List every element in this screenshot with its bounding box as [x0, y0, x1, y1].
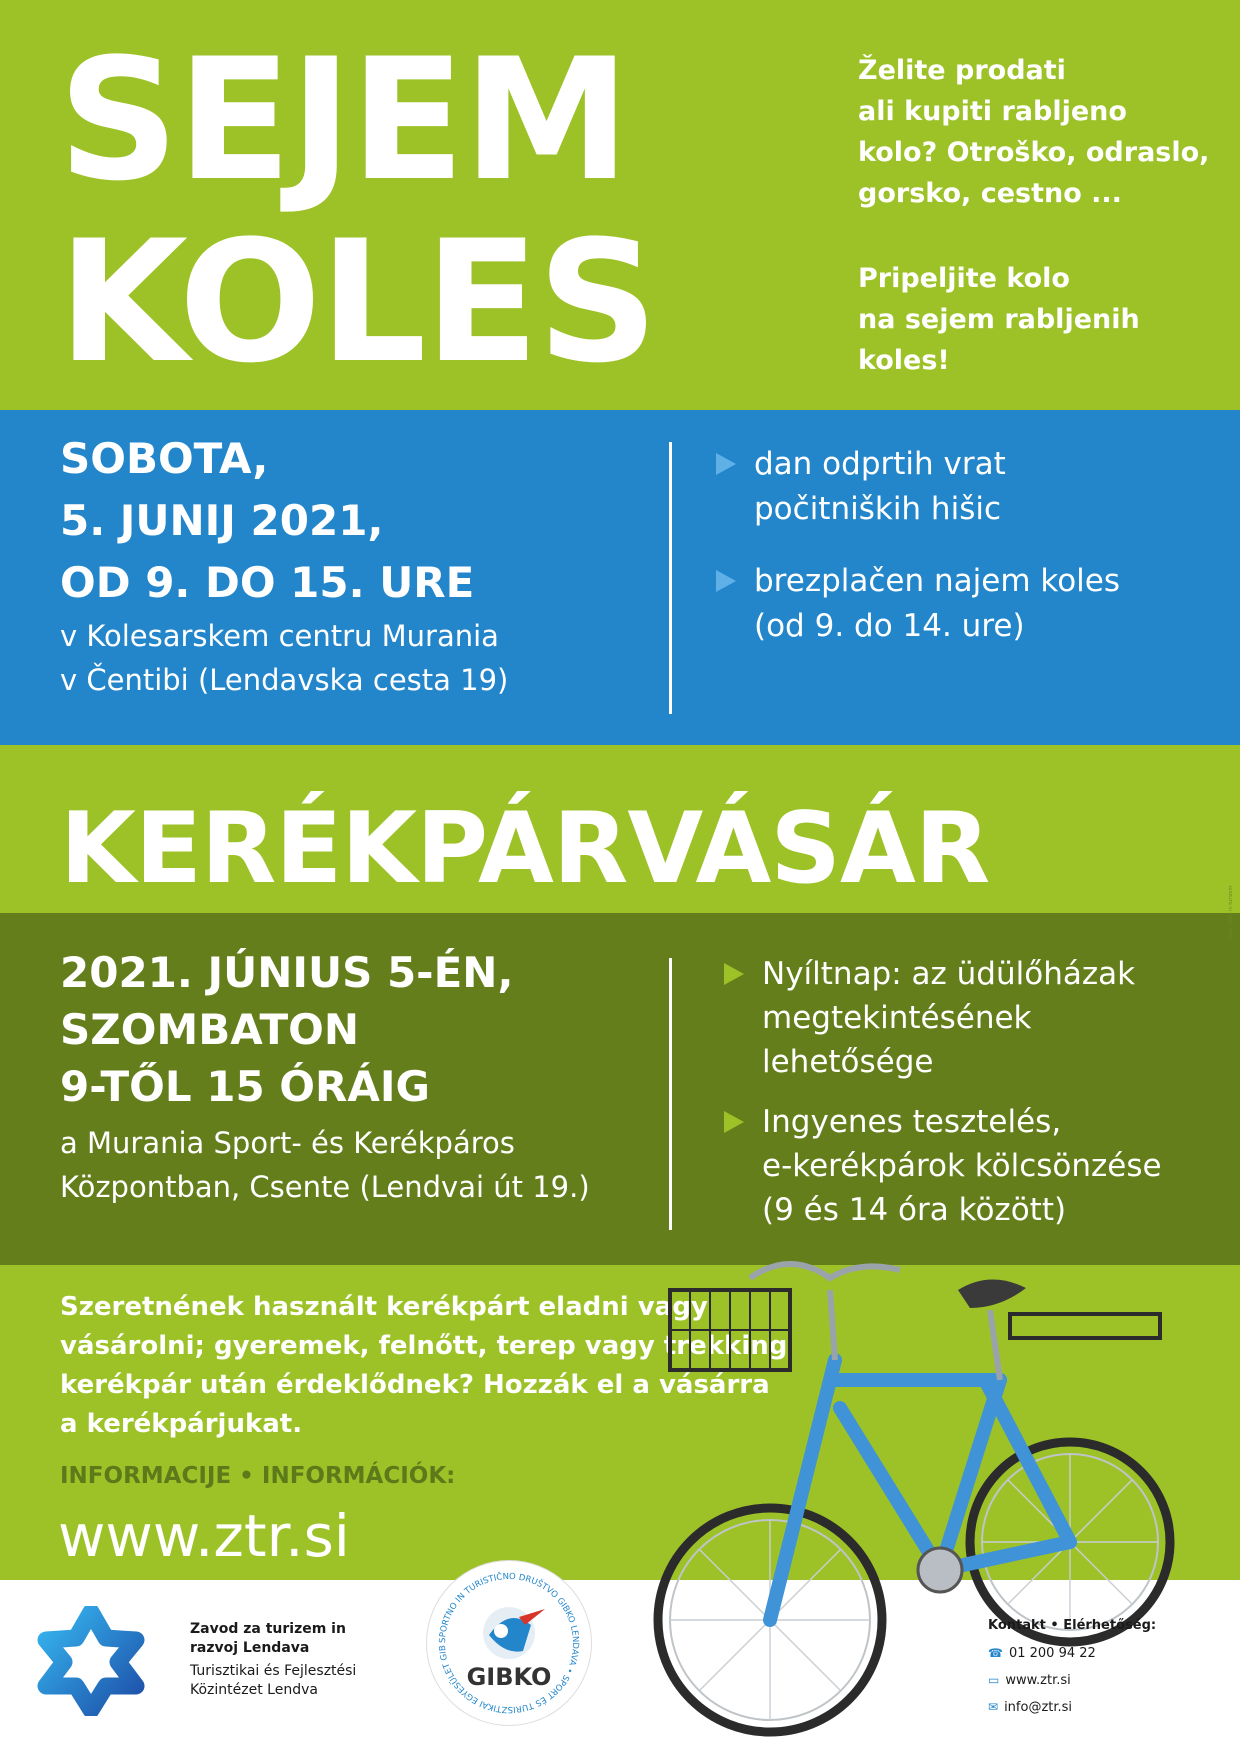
paragraph-line: kerékpár után érdeklődnek? Hozzák el a vásárra	[60, 1370, 770, 1400]
contact-phone	[988, 1640, 1096, 1667]
triangle-bullet-icon	[724, 1111, 744, 1133]
triangle-bullet-icon	[716, 453, 736, 475]
title-kerekparvasar: KERÉKPÁRVÁSÁR	[60, 792, 990, 906]
location-line: Központban, Csente (Lendvai út 19.)	[60, 1170, 590, 1204]
intro-line: gorsko, cestno ...	[858, 178, 1122, 209]
date-line: 2021. JÚNIUS 5-ÉN,	[60, 948, 514, 997]
bullet-item	[724, 952, 1162, 1084]
date-line: SOBOTA,	[60, 434, 269, 483]
bullet-line: Nyíltnap: az üdülőházak	[762, 956, 1136, 992]
paragraph-line: Szeretnének használt kerékpárt eladni vagy	[60, 1292, 708, 1322]
gibko-text: GIBKO	[466, 1663, 552, 1691]
org-line: Turisztikai és Fejlesztési	[190, 1663, 357, 1679]
computer-icon: ▭	[988, 1673, 1000, 1687]
bullet-line: počitniških hišic	[754, 491, 1002, 527]
divider-line	[669, 958, 672, 1230]
title-sejem: SEJEM	[58, 22, 629, 218]
bullet-item	[716, 442, 1120, 532]
slovene-date	[60, 428, 508, 702]
intro-line: na sejem rabljenih	[858, 304, 1140, 335]
title-koles: KOLES	[58, 204, 657, 400]
bullet-line: Ingyenes tesztelés,	[762, 1104, 1062, 1140]
intro-line: Želite prodati	[858, 55, 1066, 86]
triangle-bullet-icon	[716, 570, 736, 592]
date-line: 9-TŐL 15 ÓRÁIG	[60, 1062, 430, 1111]
org-name-hu	[190, 1662, 356, 1700]
paragraph-line: a kerékpárjukat.	[60, 1409, 303, 1439]
location-line: v Čentibi (Lendavska cesta 19)	[60, 663, 509, 697]
org-line: razvoj Lendava	[190, 1640, 310, 1656]
bullet-line: (9 és 14 óra között)	[762, 1192, 1067, 1228]
intro-text-1	[858, 50, 1209, 214]
contact-email	[988, 1694, 1072, 1721]
org-line: Közintézet Lendva	[190, 1682, 318, 1698]
bullet-line: dan odprtih vrat	[754, 446, 1006, 482]
org-line: Zavod za turizem in	[190, 1621, 346, 1637]
paragraph-line: vásárolni; gyeremek, felnőtt, terep vagy trekking	[60, 1331, 788, 1361]
bullet-item	[724, 1100, 1162, 1232]
intro-text-2	[858, 258, 1140, 381]
location-line: v Kolesarskem centru Murania	[60, 619, 499, 653]
intro-line: ali kupiti rabljeno	[858, 96, 1127, 127]
bullet-line: lehetősége	[762, 1044, 934, 1080]
triangle-bullet-icon	[724, 963, 744, 985]
intro-line: koles!	[858, 345, 950, 376]
website-link[interactable]: www.ztr.si	[58, 1502, 350, 1570]
bullet-item	[716, 559, 1120, 649]
bullet-line: (od 9. do 14. ure)	[754, 608, 1025, 644]
location-line: a Murania Sport- és Kerékpáros	[60, 1126, 515, 1160]
intro-line: kolo? Otroško, odraslo,	[858, 137, 1210, 168]
contact-title: Kontakt • Elérhetőség:	[988, 1618, 1157, 1633]
hungarian-bullets	[724, 952, 1162, 1232]
bullet-line: megtekintésének	[762, 1000, 1032, 1036]
org-name	[190, 1620, 346, 1658]
phone-text[interactable]: 01 200 94 22	[1008, 1646, 1096, 1661]
bicycle-image	[640, 1230, 1200, 1750]
gibko-emblem	[427, 1561, 591, 1725]
date-line: OD 9. DO 15. URE	[60, 558, 475, 607]
bullet-line: brezplačen najem koles	[754, 563, 1121, 599]
bullet-line: e-kerékpárok kölcsönzése	[762, 1148, 1162, 1184]
email-text[interactable]: info@ztr.si	[1004, 1700, 1073, 1715]
contact-web	[988, 1667, 1071, 1694]
info-label: INFORMACIJE • INFORMÁCIÓK:	[60, 1463, 456, 1489]
web-text[interactable]: www.ztr.si	[1005, 1673, 1071, 1688]
mail-icon: ✉	[988, 1700, 999, 1714]
intro-line: Pripeljite kolo	[858, 263, 1070, 294]
date-line: SZOMBATON	[60, 1005, 359, 1054]
slovene-bullets	[716, 442, 1120, 649]
date-line: 5. JUNIJ 2021,	[60, 496, 384, 545]
gibko-logo	[426, 1560, 592, 1726]
star-logo-icon	[36, 1606, 146, 1716]
phone-icon: ☎	[988, 1646, 1003, 1660]
hungarian-date	[60, 944, 590, 1209]
credit-text: Foto: Sport in turizem	[1228, 885, 1234, 940]
gibko-ring-text: SPORTNO IN TURISTIČNO DRUŠTVO GIBKO LENDAVA • SPORT ÉS TURISZTIKAI EGYESÜLET GIB	[437, 1571, 581, 1715]
divider-line	[669, 442, 672, 714]
